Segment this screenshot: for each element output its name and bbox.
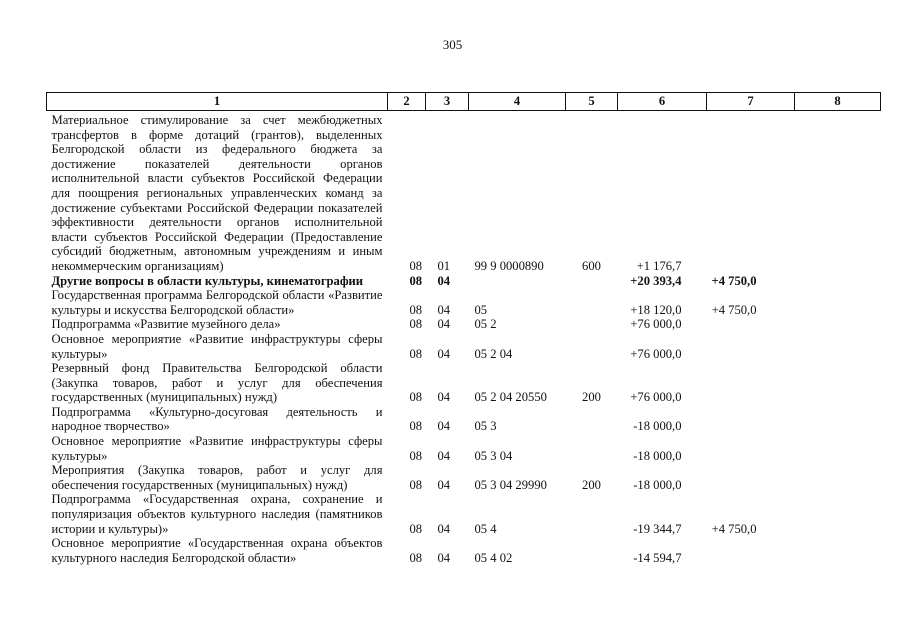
amount-col7: +4 750,0 [711,273,757,288]
target-article-code: 99 9 0000890 [474,258,544,273]
item-description: Резервный фонд Правительства Белгородской области (Закупка товаров, работ и услуг для обеспечения государственных (муниципальных) нужд) [51,361,383,405]
item-description: Другие вопросы в области культуры, кинематографии [51,273,364,288]
amount-col8 [795,405,881,434]
table-row [47,111,881,274]
section-code: 08 [409,273,423,288]
amount-col6: +76 000,0 [630,317,682,332]
column-header-8: 8 [795,93,881,111]
expense-type-code [566,405,618,434]
subsection-code: 04 [437,419,451,434]
amount-col7 [707,463,795,492]
item-description: Материальное стимулирование за счет межбюджетных трансфертов в форме дотаций (грантов), выделенных Белгородской области из федерального бюджета за достижение показателей деятельности органов исполнительной власти субъектов Российской Федерации для поощрения региональных управленческих команд за достижение субъектами Российской Федерации показателей эффективности деятельности органов исполнительной власти субъектов Российской Федерации (Предоставление субсидий бюджетным, автономным учреждениям и иным некоммерческим организациям) [51,113,383,273]
amount-col7 [707,361,795,405]
amount-col8 [795,492,881,536]
target-article-code: 05 3 04 29990 [474,477,547,492]
target-article-code: 05 4 02 [474,550,513,565]
table-row [47,536,881,565]
section-code: 08 [409,448,423,463]
subsection-code: 04 [437,302,451,317]
expense-type-code [566,492,618,536]
section-code: 08 [409,521,423,536]
amount-col7: +4 750,0 [711,302,757,317]
amount-col7 [707,317,795,332]
target-article-code: 05 2 [474,317,497,332]
amount-col8 [795,288,881,317]
table-row [47,332,881,361]
page-number: 305 [442,37,463,52]
expense-type-code [566,317,618,332]
column-header-1: 1 [47,93,388,111]
amount-col6: +20 393,4 [630,273,682,288]
section-code: 08 [409,477,423,492]
target-article-code: 05 [474,302,488,317]
column-header-7: 7 [707,93,795,111]
expense-type-code: 200 [582,477,601,492]
table-row [47,317,881,332]
amount-col8 [795,434,881,463]
section-code: 08 [409,419,423,434]
amount-col6: -14 594,7 [633,550,682,565]
amount-col8 [795,332,881,361]
section-code: 08 [409,302,423,317]
table-row [47,361,881,405]
amount-col7 [707,536,795,565]
expense-type-code: 600 [582,258,601,273]
item-description: Подпрограмма «Культурно-досуговая деятельность и народное творчество» [51,404,383,434]
amount-col6: +1 176,7 [636,258,682,273]
amount-col8 [795,361,881,405]
expense-type-code [566,536,618,565]
subsection-code: 04 [437,521,451,536]
expense-type-code: 200 [582,390,601,405]
amount-col6: +76 000,0 [630,346,682,361]
amount-col6: -18 000,0 [633,448,682,463]
item-description: Подпрограмма «Государственная охрана, сохранение и популяризация объектов культурного наследия (памятников истории и культуры)» [51,492,383,536]
header-row [47,93,881,111]
subsection-code: 04 [437,390,451,405]
target-article-code: 05 3 [474,419,497,434]
expense-type-code [566,274,618,289]
item-description: Государственная программа Белгородской области «Развитие культуры и искусства Белгородской области» [51,288,383,317]
column-header-2: 2 [388,93,426,111]
section-code: 08 [409,390,423,405]
amount-col7 [707,111,795,274]
subsection-code: 04 [437,273,451,288]
table-body [47,111,881,566]
table-row [47,492,881,536]
amount-col6: -18 000,0 [633,477,682,492]
subsection-code: 04 [437,448,451,463]
amount-col7 [707,332,795,361]
amount-col7: +4 750,0 [711,521,757,536]
item-description: Основное мероприятие «Развитие инфраструктуры сферы культуры» [51,331,383,361]
item-description: Основное мероприятие «Государственная охрана объектов культурного наследия Белгородской области» [51,536,383,565]
table-row [47,274,881,289]
section-code: 08 [409,317,423,332]
subsection-code: 04 [437,477,451,492]
amount-col8 [795,536,881,565]
column-header-3: 3 [426,93,469,111]
amount-col8 [795,111,881,274]
amount-col6: +76 000,0 [630,390,682,405]
section-code: 08 [409,346,423,361]
item-description: Мероприятия (Закупка товаров, работ и услуг для обеспечения государственных (муниципальных) нужд) [51,463,383,492]
column-header-4: 4 [469,93,566,111]
table-row [47,405,881,434]
subsection-code: 04 [437,317,451,332]
amount-col8 [795,317,881,332]
table-row [47,434,881,463]
column-header-6: 6 [618,93,707,111]
amount-col8 [795,463,881,492]
section-code: 08 [409,258,423,273]
amount-col6: +18 120,0 [630,302,682,317]
amount-col7 [707,434,795,463]
amount-col6: -18 000,0 [633,419,682,434]
section-code: 08 [409,550,423,565]
amount-col8 [795,274,881,289]
item-description: Основное мероприятие «Развитие инфраструктуры сферы культуры» [51,434,383,463]
amount-col7 [707,405,795,434]
table-row [47,288,881,317]
target-article-code [469,274,566,289]
target-article-code: 05 4 [474,521,497,536]
item-description: Подпрограмма «Развитие музейного дела» [51,317,281,332]
table-row [47,463,881,492]
budget-table [46,92,881,565]
expense-type-code [566,434,618,463]
subsection-code: 01 [437,258,451,273]
amount-col6: -19 344,7 [633,521,682,536]
subsection-code: 04 [437,550,451,565]
table-header [47,93,881,111]
column-header-5: 5 [566,93,618,111]
target-article-code: 05 3 04 [474,448,513,463]
target-article-code: 05 2 04 [474,346,513,361]
expense-type-code [566,288,618,317]
subsection-code: 04 [437,346,451,361]
expense-type-code [566,332,618,361]
target-article-code: 05 2 04 20550 [474,390,547,405]
